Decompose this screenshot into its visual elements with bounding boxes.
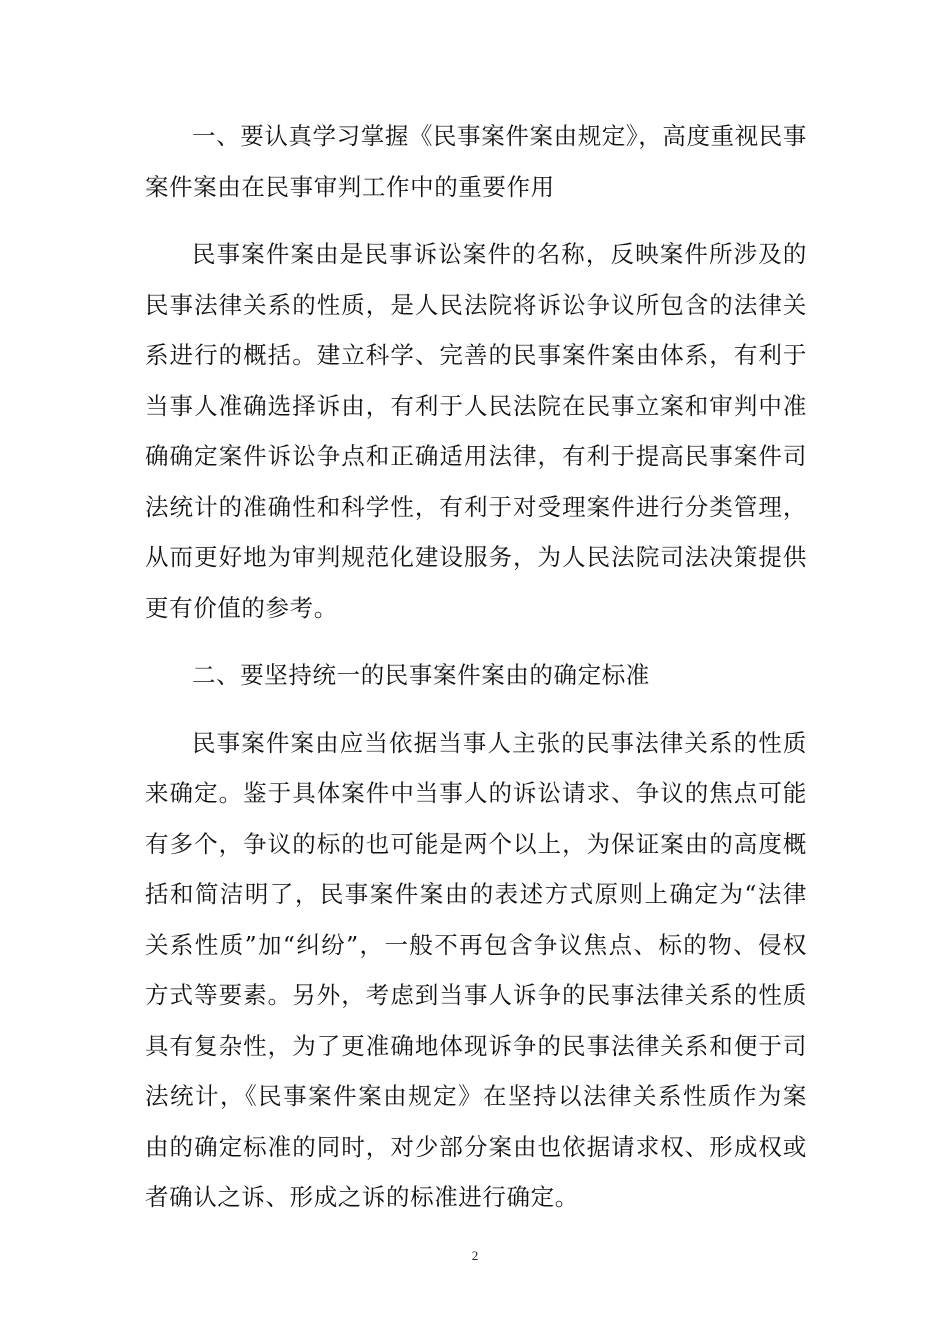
section-heading-1: 一、要认真学习掌握《民事案件案由规定》，高度重视民事案件案由在民事审判工作中的重要作用 xyxy=(145,122,807,201)
document-body xyxy=(145,111,807,1223)
body-paragraph-2: 民事案件案由应当依据当事人主张的民事法律关系的性质来确定。鉴于具体案件中当事人的诉讼请求、争议的焦点可能有多个，争议的标的也可能是两个以上，为保证案由的高度概括和简洁明了，民事案件案由的表述方式原则上确定为“法律关系性质”加“纠纷”，一般不再包含争议焦点、标的物、侵权方式等要素。另外，考虑到当事人诉争的民事法律关系的性质具有复杂性，为了更准确地体现诉争的民事法律关系和便于司法统计，《民事案件案由规定》在坚持以法律关系性质作为案由的确定标准的同时，对少部分案由也依据请求权、形成权或者确认之诉、形成之诉的标准进行确定。 xyxy=(145,728,807,1211)
page-number: 2 xyxy=(471,1248,479,1263)
body-paragraph-1: 民事案件案由是民事诉讼案件的名称，反映案件所涉及的民事法律关系的性质，是人民法院将诉讼争议所包含的法律关系进行的概括。建立科学、完善的民事案件案由体系，有利于当事人准确选择诉由，有利于人民法院在民事立案和审判中准确确定案件诉讼争点和正确适用法律，有利于提高民事案件司法统计的准确性和科学性，有利于对受理案件进行分类管理，从而更好地为审判规范化建设服务，为人民法院司法决策提供更有价值的参考。 xyxy=(145,240,807,622)
section-heading-2: 二、要坚持统一的民事案件案由的确定标准 xyxy=(192,661,650,689)
